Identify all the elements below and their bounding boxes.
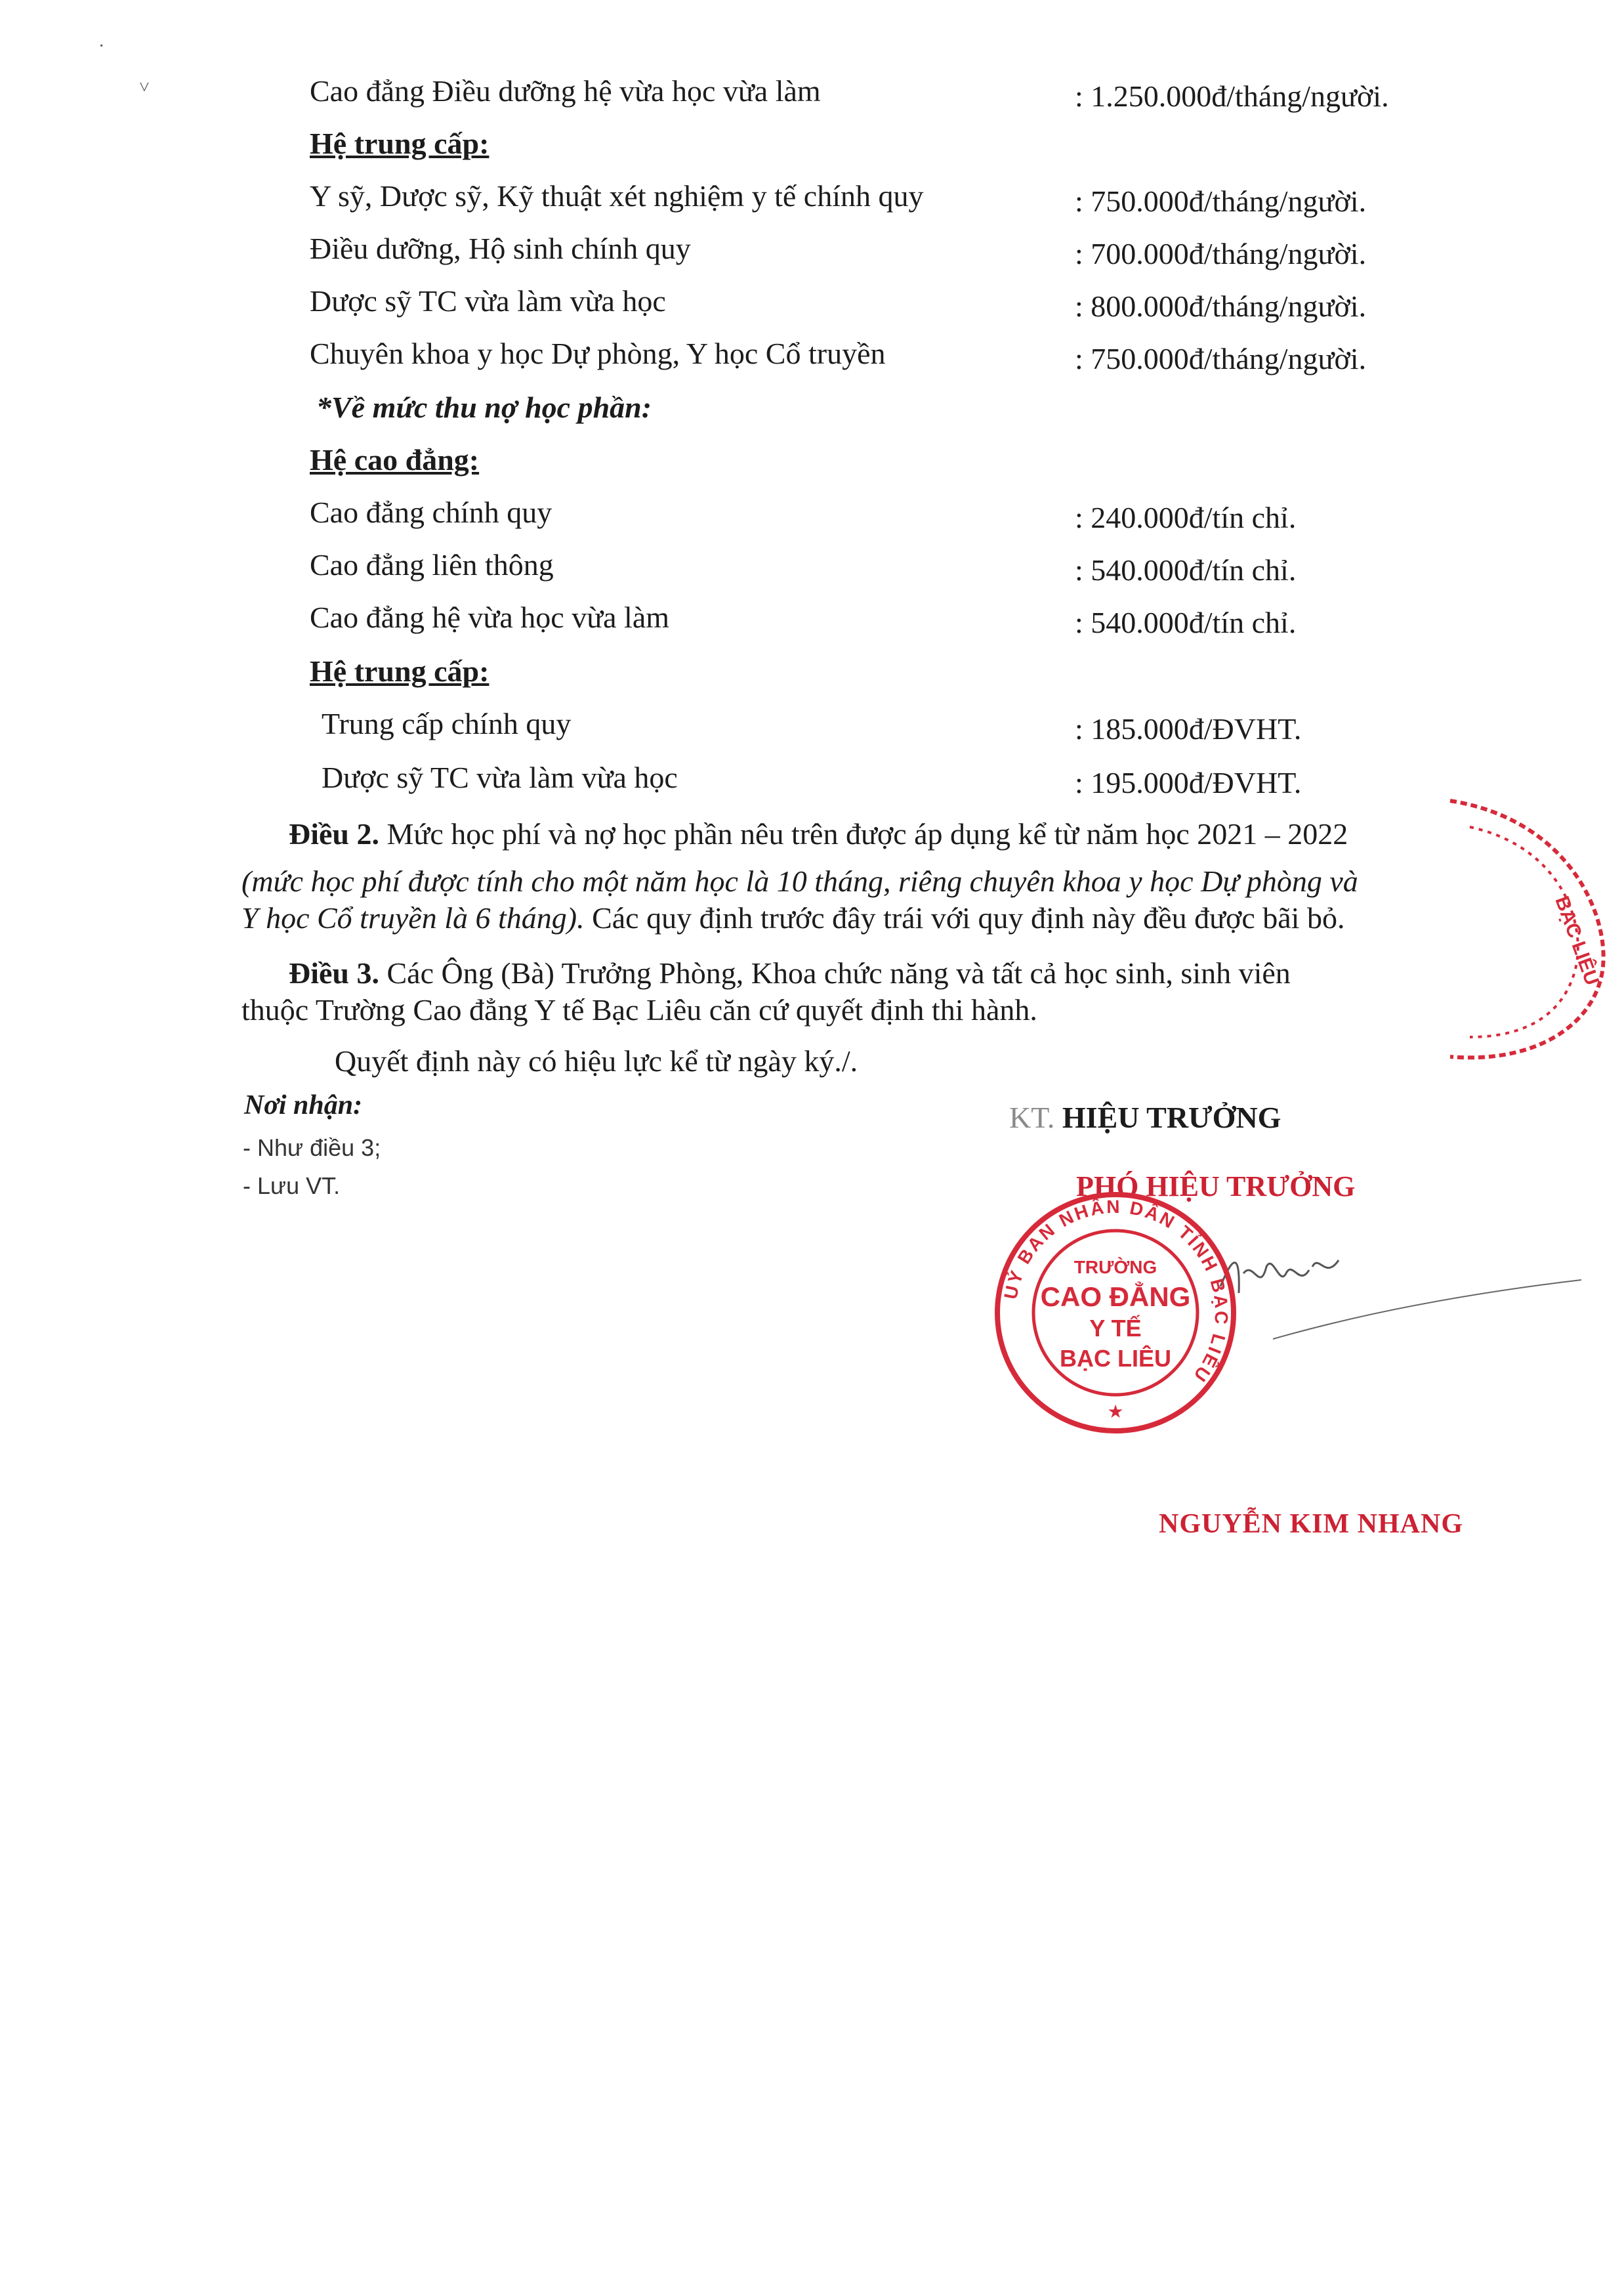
seal-ring-text: UỶ BAN NHÂN DÂN TỈNH BẠC LIÊU [1000,1196,1232,1387]
seal-star-icon: ★ [1107,1402,1124,1422]
effective-statement: Quyết định này có hiệu lực kể từ ngày ký./. [335,1044,858,1078]
handwritten-signature [1194,1214,1588,1359]
fee-row [0,495,1624,541]
article2-note: (mức học phí được tính cho một năm học là 10 tháng, riêng chuyên khoa y học Dự phòng và [241,864,1358,898]
signature-subtitle: PHÓ HIỆU TRƯỞNG [1076,1170,1356,1202]
fee-value: : 540.000đ/tín chỉ. [1075,606,1297,639]
article3-line1 [289,956,1291,990]
seal-line: CAO ĐẲNG [1040,1281,1191,1312]
fee-label: Y sỹ, Dược sỹ, Kỹ thuật xét nghiệm y tế chính quy [310,179,924,213]
fee-value: : 750.000đ/tháng/người. [1075,342,1367,375]
fee-row [0,74,1624,119]
fee-label: Điều dưỡng, Hộ sinh chính quy [310,232,691,265]
article3-title: Điều 3. [289,956,379,990]
section-heading: Hệ cao đẳng: [310,443,480,477]
partial-seal [1424,794,1621,1070]
article2-text: Mức học phí và nợ học phần nêu trên được áp dụng kể từ năm học 2021 – 2022 [379,817,1348,851]
fee-label: Cao đẳng hệ vừa học vừa làm [310,601,670,634]
scan-mark: · [98,36,105,56]
article3-text-end: thuộc Trường Cao đẳng Y tế Bạc Liêu căn cứ quyết định thi hành. [241,993,1037,1027]
fee-label: Cao đẳng chính quy [310,496,552,529]
recipient-item: - Như điều 3; [243,1134,381,1161]
article2-title: Điều 2. [289,817,379,851]
fee-row [0,284,1624,329]
partial-seal-text: BẠC LIÊU [1551,893,1603,988]
fee-label: Dược sỹ TC vừa làm vừa học [322,761,678,794]
recipients-title: Nơi nhận: [244,1090,363,1120]
signature-kt: KT. [1009,1101,1055,1134]
fee-value: : 800.000đ/tháng/người. [1075,289,1367,323]
fee-label: Chuyên khoa y học Dự phòng, Y học Cổ truyền [310,337,886,370]
fee-value: : 185.000đ/ĐVHT. [1075,712,1302,746]
article2-text-end: Các quy định trước đây trái với quy định này đều được bãi bỏ. [584,901,1345,935]
fee-row [0,547,1624,593]
signer-name: NGUYỄN KIM NHANG [1159,1509,1463,1539]
article3-text: Các Ông (Bà) Trưởng Phòng, Khoa chức năng và tất cả học sinh, sinh viên [379,956,1291,990]
signature-role: HIỆU TRƯỞNG [1062,1101,1281,1134]
fee-label: Cao đẳng liên thông [310,548,554,582]
recipient-item: - Lưu VT. [243,1172,341,1199]
article2-line2 [241,864,1358,899]
section-heading: Hệ trung cấp: [310,654,489,688]
fee-row [0,760,1624,806]
fee-row [0,179,1624,224]
fee-label: Dược sỹ TC vừa làm vừa học [310,284,666,318]
article2-note-end: Y học Cổ truyền là 6 tháng). [241,901,585,935]
seal-line: BẠC LIÊU [1060,1345,1171,1372]
fee-row [0,706,1624,752]
fee-value: : 540.000đ/tín chỉ. [1075,553,1297,587]
fee-label: Cao đẳng Điều dưỡng hệ vừa học vừa làm [310,74,821,108]
fee-value: : 195.000đ/ĐVHT. [1075,766,1302,799]
fee-row [0,231,1624,277]
article2-line3 [241,901,1344,935]
scan-mark: ˅ [139,77,150,98]
section-subheading: *Về mức thu nợ học phần: [316,391,652,424]
fee-value: : 240.000đ/tín chỉ. [1075,501,1297,534]
fee-value: : 700.000đ/tháng/người. [1075,237,1367,270]
article3-line2 [241,992,1037,1027]
section-heading: Hệ trung cấp: [310,127,489,160]
fee-value: : 750.000đ/tháng/người. [1075,184,1367,218]
article2-line1 [289,817,1348,851]
fee-row [0,600,1624,646]
seal-line: Y TẾ [1089,1315,1142,1342]
fee-label: Trung cấp chính quy [322,707,572,740]
fee-value: : 1.250.000đ/tháng/người. [1075,79,1389,113]
official-seal [984,1181,1247,1444]
signature-title [1009,1100,1281,1135]
seal-line: TRƯỜNG [1073,1257,1157,1277]
fee-row [0,336,1624,382]
